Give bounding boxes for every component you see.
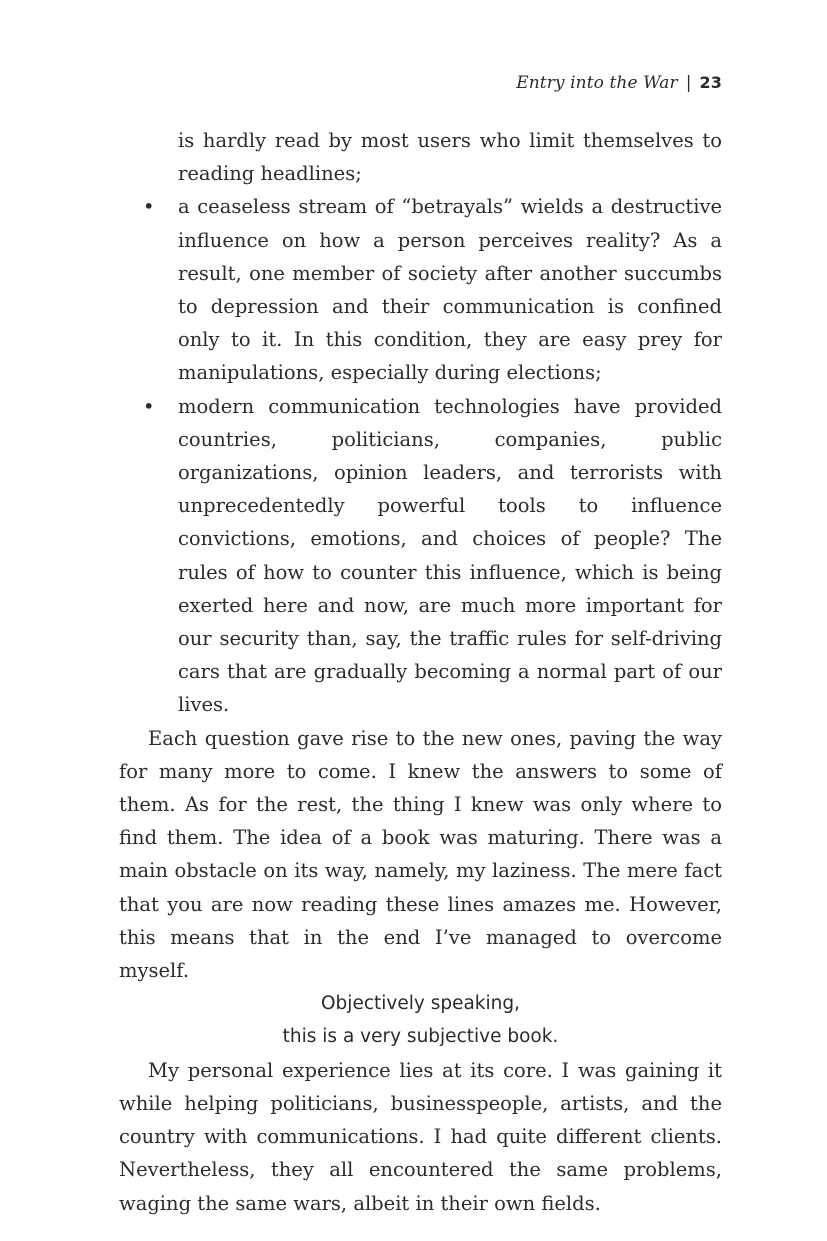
highlight-line: Objectively speaking, xyxy=(321,993,520,1015)
bullet-icon: • xyxy=(143,394,155,418)
chapter-title: Entry into the War xyxy=(516,73,678,93)
list-item-continuation: is hardly read by most users who limit themselves to reading headlines; xyxy=(178,129,722,186)
list-item xyxy=(119,390,722,722)
bullet-icon: • xyxy=(143,195,155,219)
list-item-text: modern communication technologies have provided countries, politicians, companies, public organizations, opinion leaders, and terrorists with unprecedentedly powerful tools to influence convictions, emotions, and choices of people? The rules of how to counter this influence, which is being exerted here and now, are much more important for our security than, say, the traffic rules for self-driving cars that are gradually becoming a normal part of our lives. xyxy=(178,394,722,717)
list-item-text: a ceaseless stream of “betrayals” wields a destructive influence on how a person perceives reality? As a result, one member of society after another succumbs to depression and their communication is confined only to it. In this condition, they are easy prey for manipulations, especially during elections; xyxy=(178,195,722,385)
running-header xyxy=(516,70,722,96)
paragraph: My personal experience lies at its core. I was gaining it while helping politicians, businesspeople, artists, and the country with communications. I had quite different clients. Nevertheless, they all encountered the same problems, waging the same wars, albeit in their own fields. xyxy=(119,1058,722,1215)
header-separator: | xyxy=(685,73,692,93)
page-number: 23 xyxy=(699,73,722,92)
highlight-line: this is a very subjective book. xyxy=(282,1026,559,1048)
list-item xyxy=(119,190,722,389)
paragraph: Each question gave rise to the new ones, paving the way for many more to come. I knew the answers to some of them. As for the rest, the thing I knew was only where to find them. The idea of a book was maturing. There was a main obstacle on its way, namely, my laziness. The mere fact that you are now reading these lines amazes me. However, this means that in the end I’ve managed to overcome myself. xyxy=(119,726,722,983)
page-body xyxy=(119,124,722,1220)
